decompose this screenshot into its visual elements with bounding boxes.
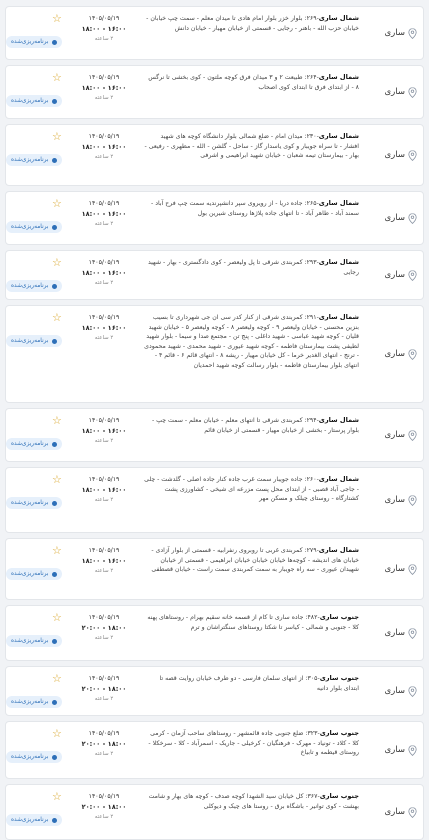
status-cell — [6, 539, 68, 599]
area-name: شمال ساری — [318, 73, 359, 81]
city-cell — [365, 7, 423, 59]
status-dot-icon — [52, 818, 57, 823]
status-dot-icon — [52, 40, 57, 45]
time-cell — [68, 606, 140, 660]
outage-card[interactable] — [5, 191, 424, 245]
outage-description — [140, 468, 365, 532]
outage-time-range: ۱۶:۰۰ - ۱۸:۰۰ — [81, 324, 127, 332]
area-details: -۳۶۷: کل خیابان سید الشهدا کوچه صدف - کوچه های بهار و شامت بهشت - کوی توانیر - باشگاه برق - روستا های چیک و دیوکلی — [148, 793, 359, 810]
outage-date: ۱۴۰۵/۰۵/۱۹ — [88, 730, 120, 737]
location-pin-icon — [408, 213, 417, 224]
status-dot-icon — [52, 442, 57, 447]
city-name: ساری — [384, 745, 405, 755]
outage-date: ۱۴۰۵/۰۵/۱۹ — [88, 259, 120, 266]
time-cell — [68, 667, 140, 715]
status-badge — [6, 814, 62, 826]
outage-duration: ۲ ساعته — [94, 335, 114, 341]
area-details: -۴۸۲: جاده ساری تا کام از قسمه خانه سقیم بهرام - روستاهای پهنه کلا - جنوبی و شمالی - کیاسر تا شکتا روستاهای سنگتراشان و ترم — [147, 614, 359, 631]
status-dot-icon — [52, 700, 57, 705]
star-icon[interactable]: ☆ — [52, 311, 62, 324]
outage-duration: ۲ ساعته — [94, 154, 114, 160]
star-icon[interactable]: ☆ — [52, 672, 62, 685]
star-icon[interactable]: ☆ — [52, 790, 62, 803]
outage-date: ۱۴۰۵/۰۵/۱۹ — [88, 417, 120, 424]
outage-time-range: ۱۶:۰۰ - ۱۸:۰۰ — [81, 143, 127, 151]
time-cell — [68, 251, 140, 299]
status-badge — [6, 36, 62, 48]
area-details: -۳۲۳: ضلع جنوبی جاده قائمشهر - روستاهای ساحب آزمان - کرمی کلا - کلاد - تونیاد - مهرک - فرهنگیان - کرخیلی - جاریک - اسمرآباد - کلا - سرخکلا - روستای قیطمه و تابیاخ — [148, 730, 359, 757]
status-label: برنامه‌ریزی‌شده — [11, 754, 49, 760]
city-cell — [365, 468, 423, 532]
outage-time-range: ۱۶:۰۰ - ۱۸:۰۰ — [81, 210, 127, 218]
outage-duration: ۲ ساعته — [94, 568, 114, 574]
time-cell — [68, 7, 140, 59]
city-name: ساری — [384, 213, 405, 223]
status-label: برنامه‌ریزی‌شده — [11, 39, 49, 45]
city-cell — [365, 785, 423, 839]
city-name: ساری — [384, 807, 405, 817]
area-name: شمال ساری — [318, 475, 359, 483]
outage-duration: ۲ ساعته — [94, 497, 114, 503]
status-dot-icon — [52, 639, 57, 644]
status-cell — [6, 667, 68, 715]
location-pin-icon — [408, 150, 417, 161]
status-cell — [6, 606, 68, 660]
time-cell — [68, 306, 140, 402]
city-name: ساری — [384, 28, 405, 38]
outage-card[interactable] — [5, 305, 424, 403]
outage-duration: ۲ ساعته — [94, 635, 114, 641]
outage-date: ۱۴۰۵/۰۵/۱۹ — [88, 476, 120, 483]
outage-time-range: ۱۶:۰۰ - ۱۸:۰۰ — [81, 557, 127, 565]
status-badge — [6, 696, 62, 708]
city-cell — [365, 125, 423, 185]
city-cell — [365, 251, 423, 299]
location-pin-icon — [408, 495, 417, 506]
area-name: شمال ساری — [318, 416, 359, 424]
outage-card[interactable] — [5, 250, 424, 300]
city-name: ساری — [384, 628, 405, 638]
status-cell — [6, 251, 68, 299]
outage-date: ۱۴۰۵/۰۵/۱۹ — [88, 133, 120, 140]
location-pin-icon — [408, 628, 417, 639]
city-name: ساری — [384, 495, 405, 505]
outage-time-range: ۱۶:۰۰ - ۱۸:۰۰ — [81, 269, 127, 277]
status-cell — [6, 468, 68, 532]
city-cell — [365, 192, 423, 244]
location-pin-icon — [408, 349, 417, 360]
area-details: -۲۶۴: طبیعت ۲ و ۳ میدان فرق کوچه ملتون - کوی بخشی تا نرگس ۸ - از ابتدای فرق تا ابتدای کوی اصحاب — [148, 74, 359, 91]
status-cell — [6, 409, 68, 461]
time-cell — [68, 409, 140, 461]
area-name: شمال ساری — [318, 546, 359, 554]
outage-card[interactable] — [5, 467, 424, 533]
outage-description — [140, 606, 365, 660]
status-label: برنامه‌ریزی‌شده — [11, 638, 49, 644]
outage-time-range: ۱۸:۰۰ - ۲۰:۰۰ — [81, 740, 127, 748]
status-cell — [6, 192, 68, 244]
outage-description — [140, 722, 365, 778]
outage-time-range: ۱۸:۰۰ - ۲۰:۰۰ — [81, 685, 127, 693]
outage-description — [140, 7, 365, 59]
outage-card[interactable] — [5, 605, 424, 661]
outage-duration: ۲ ساعته — [94, 95, 114, 101]
status-badge — [6, 154, 62, 166]
status-cell — [6, 66, 68, 118]
city-cell — [365, 66, 423, 118]
area-name: شمال ساری — [318, 199, 359, 207]
status-cell — [6, 125, 68, 185]
status-badge — [6, 568, 62, 580]
time-cell — [68, 192, 140, 244]
city-name: ساری — [384, 87, 405, 97]
outage-date: ۱۴۰۵/۰۵/۱۹ — [88, 314, 120, 321]
location-pin-icon — [408, 745, 417, 756]
star-icon[interactable]: ☆ — [52, 71, 62, 84]
outage-card[interactable] — [5, 784, 424, 840]
outage-description — [140, 306, 365, 402]
area-details: -۲۹۱: کمربندی شرقی از کنار کدر سی ان جی شهرداری تا بسیب بنزین محسنی - خیابان ولیعصر ۹ - کوچه ولیعصر ۸ - کوچه ولیعصر ۵ - خیابان شهید قلیان - کوچه شهید عباسی - شهید داغلی - پنج تن - مجتمع صدا و سیما - بلوار شهید لطیفی پشت بیمارستان فاطمه - کوچه شهید عیوری - شهید محمدی - شهید محمودی - ترنج - انتهای الغدیر خرما - کل خیابان مهیار - ریشه ۸ - انتهای قائم ۶ - قائم ۴ - انتهای بلوار بیمارستان فاطمه - بلوار رسالت کوچه شهید احمدیان — [144, 314, 359, 369]
area-name: جنوب ساری — [319, 792, 359, 800]
outage-card[interactable] — [5, 408, 424, 462]
status-dot-icon — [52, 158, 57, 163]
outage-date: ۱۴۰۵/۰۵/۱۹ — [88, 793, 120, 800]
status-cell — [6, 722, 68, 778]
star-icon[interactable]: ☆ — [52, 727, 62, 740]
status-dot-icon — [52, 755, 57, 760]
location-pin-icon — [408, 430, 417, 441]
outage-time-range: ۱۶:۰۰ - ۱۸:۰۰ — [81, 25, 127, 33]
city-name: ساری — [384, 564, 405, 574]
status-cell — [6, 306, 68, 402]
location-pin-icon — [408, 28, 417, 39]
outage-duration: ۲ ساعته — [94, 221, 114, 227]
star-icon[interactable]: ☆ — [52, 256, 62, 269]
location-pin-icon — [408, 270, 417, 281]
city-cell — [365, 306, 423, 402]
city-cell — [365, 539, 423, 599]
outage-date: ۱۴۰۵/۰۵/۱۹ — [88, 547, 120, 554]
outage-duration: ۲ ساعته — [94, 751, 114, 757]
status-label: برنامه‌ریزی‌شده — [11, 338, 49, 344]
outage-time-range: ۱۶:۰۰ - ۱۸:۰۰ — [81, 427, 127, 435]
outage-duration: ۲ ساعته — [94, 438, 114, 444]
status-label: برنامه‌ریزی‌شده — [11, 500, 49, 506]
area-name: جنوب ساری — [319, 613, 359, 621]
outage-date: ۱۴۰۵/۰۵/۱۹ — [88, 200, 120, 207]
city-cell — [365, 722, 423, 778]
outage-time-range: ۱۶:۰۰ - ۱۸:۰۰ — [81, 84, 127, 92]
time-cell — [68, 539, 140, 599]
outage-duration: ۲ ساعته — [94, 36, 114, 42]
star-icon[interactable]: ☆ — [52, 197, 62, 210]
outage-duration: ۲ ساعته — [94, 814, 114, 820]
area-name: شمال ساری — [318, 258, 359, 266]
area-name: جنوب ساری — [319, 729, 359, 737]
area-name: جنوب ساری — [319, 674, 359, 682]
outage-date: ۱۴۰۵/۰۵/۱۹ — [88, 614, 120, 621]
city-name: ساری — [384, 686, 405, 696]
status-badge — [6, 221, 62, 233]
area-details: -۲۹۴: کمربندی شرقی تا انتهای معلم - خیابان معلم - سمت چپ - بلوار پرستار - بخشی از خیابان مهیار - قسمتی از خیابان قائم — [151, 417, 359, 434]
area-name: شمال ساری — [318, 132, 359, 140]
city-name: ساری — [384, 349, 405, 359]
status-label: برنامه‌ریزی‌شده — [11, 699, 49, 705]
area-name: شمال ساری — [318, 313, 359, 321]
status-badge — [6, 497, 62, 509]
status-dot-icon — [52, 284, 57, 289]
city-name: ساری — [384, 430, 405, 440]
status-label: برنامه‌ریزی‌شده — [11, 817, 49, 823]
status-label: برنامه‌ریزی‌شده — [11, 571, 49, 577]
outage-card[interactable] — [5, 721, 424, 779]
area-details: -۲۹۳: کمربندی شرقی تا پل ولیعصر - کوی دادگستری - بهار - شهید رجایی — [147, 259, 359, 276]
status-label: برنامه‌ریزی‌شده — [11, 98, 49, 104]
outage-duration: ۲ ساعته — [94, 280, 114, 286]
outage-date: ۱۴۰۵/۰۵/۱۹ — [88, 675, 120, 682]
outage-card[interactable] — [5, 65, 424, 119]
status-badge — [6, 635, 62, 647]
area-name: شمال ساری — [318, 14, 359, 22]
status-cell — [6, 7, 68, 59]
outage-card[interactable] — [5, 538, 424, 600]
time-cell — [68, 785, 140, 839]
city-cell — [365, 606, 423, 660]
outage-description — [140, 125, 365, 185]
city-name: ساری — [384, 150, 405, 160]
outage-description — [140, 192, 365, 244]
area-details: -۲۶۰: جاده جویبار سمت غرب جاده کنار جاده اصلی - گلدشت - چلی - جاجی آباد قصبی - از ابتدای محل پست مزرعه ای شیخی - کشاورزی پشت کشتارگاه - روستای چیلک و مسکن مهر — [144, 476, 359, 503]
outage-date: ۱۴۰۵/۰۵/۱۹ — [88, 15, 120, 22]
outage-description — [140, 66, 365, 118]
status-badge — [6, 335, 62, 347]
location-pin-icon — [408, 87, 417, 98]
outage-card[interactable] — [5, 666, 424, 716]
status-badge — [6, 95, 62, 107]
star-icon[interactable]: ☆ — [52, 473, 62, 486]
outage-card[interactable] — [5, 124, 424, 186]
area-details: -۲۷۹: کمربندی غربی تا روبروی رنفرابیه - قسمتی از بلوار آزادی - خیابان های اندیشه - کوچه‌ها خیابان خیابان خیابان ابراهیمی - قسمتی از خیابان شهیدان عیوری - سه راه جویبار به سمت کمربندی سمت راست - خیابان قصطفی — [151, 547, 359, 574]
city-cell — [365, 409, 423, 461]
status-badge — [6, 751, 62, 763]
status-label: برنامه‌ریزی‌شده — [11, 441, 49, 447]
status-dot-icon — [52, 339, 57, 344]
location-pin-icon — [408, 807, 417, 818]
location-pin-icon — [408, 686, 417, 697]
time-cell — [68, 66, 140, 118]
location-pin-icon — [408, 564, 417, 575]
outage-date: ۱۴۰۵/۰۵/۱۹ — [88, 74, 120, 81]
outage-card[interactable] — [5, 6, 424, 60]
status-dot-icon — [52, 99, 57, 104]
star-icon[interactable]: ☆ — [52, 12, 62, 25]
city-name: ساری — [384, 270, 405, 280]
area-details: -۲۶۹: بلوار خزر بلوار امام هادی تا میدان معلم - سمت چپ خیابان - خیابان حزب الله - باهنر - رجایی - قسمتی از خیابان مهیار - خیابان دانش — [146, 15, 359, 32]
time-cell — [68, 722, 140, 778]
status-cell — [6, 785, 68, 839]
status-label: برنامه‌ریزی‌شده — [11, 157, 49, 163]
area-details: -۲۳۰: میدان امام - ضلع شمالی بلوار دانشگاه کوچه های شهید افشار - تا سراه جویبار و کوی یاسدار گاز - ساحل - گلشن - الله - مطهری - رفیعی - بهار - بیمارستان تیمه شعبان - خیابان شهید ابراهیمی و اشرفی — [144, 133, 359, 160]
outage-description — [140, 409, 365, 461]
status-dot-icon — [52, 501, 57, 506]
status-dot-icon — [52, 225, 57, 230]
city-cell — [365, 667, 423, 715]
outage-time-range: ۱۶:۰۰ - ۱۸:۰۰ — [81, 486, 127, 494]
status-badge — [6, 438, 62, 450]
time-cell — [68, 468, 140, 532]
outage-description — [140, 785, 365, 839]
status-label: برنامه‌ریزی‌شده — [11, 224, 49, 230]
status-dot-icon — [52, 572, 57, 577]
outage-description — [140, 251, 365, 299]
outage-description — [140, 539, 365, 599]
outage-description — [140, 667, 365, 715]
outage-time-range: ۱۸:۰۰ - ۲۰:۰۰ — [81, 624, 127, 632]
time-cell — [68, 125, 140, 185]
outage-time-range: ۱۸:۰۰ - ۲۰:۰۰ — [81, 803, 127, 811]
outage-duration: ۲ ساعته — [94, 696, 114, 702]
area-details: -۲۶۵: جاده دریا - از رویروی سپر دانشپرندیه سمت چپ فرح آباد - سمند آباد - طاهر آباد - تا انتهای جاده پلاژها روستای شیرین بول — [151, 200, 359, 217]
area-details: -۳۰۵: از انتهای سلمان فارسی - دو طرف خیابان روایت قصه تا ابتدای بلوار دانیه — [159, 675, 359, 692]
star-icon[interactable]: ☆ — [52, 611, 62, 624]
star-icon[interactable]: ☆ — [52, 130, 62, 143]
status-badge — [6, 280, 62, 292]
star-icon[interactable]: ☆ — [52, 414, 62, 427]
star-icon[interactable]: ☆ — [52, 544, 62, 557]
status-label: برنامه‌ریزی‌شده — [11, 283, 49, 289]
